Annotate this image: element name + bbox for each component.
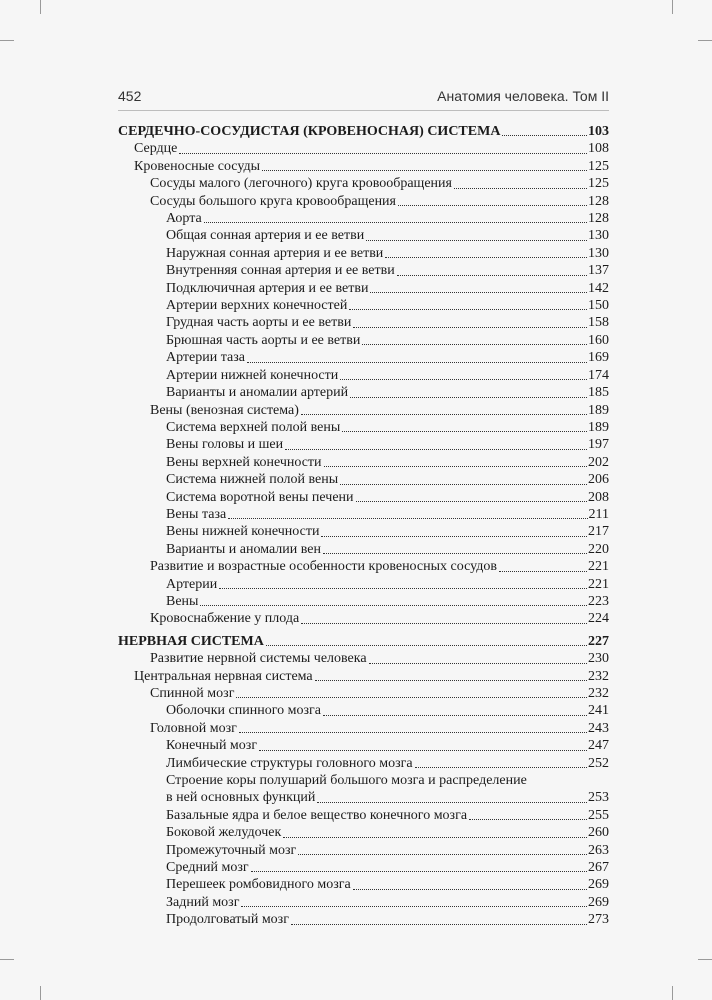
toc-entry bbox=[118, 349, 609, 366]
toc-entry bbox=[118, 576, 609, 593]
crop-mark bbox=[0, 959, 14, 960]
dot-leader bbox=[502, 135, 587, 136]
dot-leader bbox=[340, 379, 587, 380]
toc-entry bbox=[118, 175, 609, 192]
toc-entry bbox=[118, 894, 609, 911]
toc-entry bbox=[118, 911, 609, 928]
toc-entry-text: Система верхней полой вены bbox=[166, 419, 341, 435]
toc-entry bbox=[118, 859, 609, 876]
toc-page-number: 241 bbox=[588, 703, 609, 719]
toc-page-number: 150 bbox=[588, 298, 609, 314]
toc-entry-text: Перешеек ромбовидного мозга bbox=[166, 877, 351, 893]
dot-leader bbox=[301, 414, 587, 415]
dot-leader bbox=[298, 854, 587, 855]
toc-entry bbox=[118, 314, 609, 331]
dot-leader bbox=[353, 889, 587, 890]
crop-mark bbox=[672, 0, 673, 14]
toc-entry bbox=[118, 402, 609, 419]
toc-entry bbox=[118, 419, 609, 436]
dot-leader bbox=[239, 732, 587, 733]
toc-entry bbox=[118, 807, 609, 824]
header-rule bbox=[118, 110, 609, 111]
toc-page-number: 130 bbox=[588, 245, 609, 261]
toc-entry-text: Сосуды малого (легочного) круга кровообращения bbox=[150, 176, 452, 192]
toc-entry-text: Артерии нижней конечности bbox=[166, 367, 339, 383]
crop-mark bbox=[672, 986, 673, 1000]
toc-entry bbox=[118, 193, 609, 210]
toc-entry bbox=[118, 158, 609, 175]
toc-entry-text: Кровеносные сосуды bbox=[134, 158, 260, 174]
toc-page-number: 202 bbox=[588, 454, 609, 470]
toc-page-number: 197 bbox=[588, 437, 609, 453]
toc-entry bbox=[118, 523, 609, 540]
toc-entry bbox=[118, 720, 609, 737]
toc-entry-text: Артерии bbox=[166, 576, 218, 592]
toc-page-number: 217 bbox=[588, 524, 609, 540]
toc-entry-text: Артерии верхних конечностей bbox=[166, 298, 348, 314]
toc-entry-text: Вены bbox=[166, 593, 199, 609]
toc-page-number: 267 bbox=[588, 860, 609, 876]
toc-entry-text: Аорта bbox=[166, 211, 202, 227]
toc-page-number: 221 bbox=[588, 559, 609, 575]
toc-entry-text: НЕРВНАЯ СИСТЕМА bbox=[118, 633, 264, 649]
toc-entry bbox=[118, 227, 609, 244]
dot-leader bbox=[323, 553, 587, 554]
toc-page-number: 189 bbox=[588, 402, 609, 418]
toc-entry-text: Сердце bbox=[134, 141, 178, 157]
toc-page-number: 243 bbox=[588, 720, 609, 736]
dot-leader bbox=[324, 466, 587, 467]
dot-leader bbox=[301, 623, 587, 624]
toc-page-number: 169 bbox=[588, 350, 609, 366]
toc-entry bbox=[118, 123, 609, 140]
toc-entry-text: в ней основных функций bbox=[166, 790, 316, 806]
toc-entry bbox=[118, 140, 609, 157]
toc-page-number: 208 bbox=[588, 489, 609, 505]
toc-page-number: 253 bbox=[588, 790, 609, 806]
toc-page-number: 221 bbox=[588, 576, 609, 592]
toc-page-number: 227 bbox=[588, 633, 609, 649]
toc-page-number: 103 bbox=[588, 124, 609, 139]
toc-entry-text: Варианты и аномалии артерий bbox=[166, 385, 349, 401]
toc-page-number: 206 bbox=[588, 472, 609, 488]
toc-entry-text: Сосуды большого круга кровообращения bbox=[150, 193, 396, 209]
toc-entry-text: Средний мозг bbox=[166, 860, 249, 876]
toc-page-number: 108 bbox=[588, 141, 609, 157]
dot-leader bbox=[266, 645, 587, 646]
toc-page-number: 269 bbox=[588, 877, 609, 893]
dot-leader bbox=[369, 663, 587, 664]
toc-page-number: 189 bbox=[588, 419, 609, 435]
crop-mark bbox=[0, 40, 14, 41]
toc-page-number: 252 bbox=[588, 755, 609, 771]
toc-page-number: 128 bbox=[588, 193, 609, 209]
toc-entry bbox=[118, 558, 609, 575]
dot-leader bbox=[204, 222, 587, 223]
toc-entry-text: Система нижней полой вены bbox=[166, 472, 339, 488]
toc-entry-text: Вены головы и шеи bbox=[166, 437, 284, 453]
toc-entry bbox=[118, 245, 609, 262]
toc-entry-text: СЕРДЕЧНО-СОСУДИСТАЯ (КРОВЕНОСНАЯ) СИСТЕМА bbox=[118, 124, 501, 139]
running-title: Анатомия человека. Том II bbox=[437, 88, 609, 104]
toc-entry bbox=[118, 280, 609, 297]
toc-entry-text: Спинной мозг bbox=[150, 686, 235, 701]
toc-page-number: 230 bbox=[588, 651, 609, 667]
toc-entry-text: Грудная часть аорты и ее ветви bbox=[166, 315, 352, 331]
dot-leader bbox=[247, 362, 587, 363]
toc-entry-text: Вены верхней конечности bbox=[166, 454, 322, 470]
toc-entry-text: Внутренняя сонная артерия и ее ветви bbox=[166, 263, 395, 279]
dot-leader bbox=[262, 170, 587, 171]
toc-entry-text: Общая сонная артерия и ее ветви bbox=[166, 228, 365, 244]
dot-leader bbox=[385, 257, 587, 258]
toc-entry bbox=[118, 297, 609, 314]
dot-leader bbox=[469, 819, 587, 820]
toc-page-number: 137 bbox=[588, 263, 609, 279]
dot-leader bbox=[317, 802, 587, 803]
toc-entry bbox=[118, 454, 609, 471]
toc-entry bbox=[118, 436, 609, 453]
dot-leader bbox=[323, 715, 587, 716]
toc-entry-text: Кровоснабжение у плода bbox=[150, 611, 300, 627]
crop-mark bbox=[698, 959, 712, 960]
toc-page-number: 158 bbox=[588, 315, 609, 331]
dot-leader bbox=[285, 449, 587, 450]
toc-entry-text: Система воротной вены печени bbox=[166, 489, 354, 505]
toc-page-number: 185 bbox=[588, 385, 609, 401]
crop-mark bbox=[40, 986, 41, 1000]
toc-entry-text: Центральная нервная система bbox=[134, 668, 313, 684]
dot-leader bbox=[179, 153, 587, 154]
dot-leader bbox=[366, 240, 587, 241]
toc-entry bbox=[118, 489, 609, 506]
toc-entry bbox=[118, 610, 609, 627]
toc-entry-text: Подключичная артерия и ее ветви bbox=[166, 280, 369, 296]
toc-page-number: 273 bbox=[588, 912, 609, 928]
toc-entry bbox=[118, 210, 609, 227]
toc-entry-text: Задний мозг bbox=[166, 894, 240, 910]
dot-leader bbox=[236, 697, 587, 698]
toc-entry-text: Варианты и аномалии вен bbox=[166, 541, 322, 557]
toc-page-number: 174 bbox=[588, 367, 609, 383]
dot-leader bbox=[397, 275, 587, 276]
toc-entry bbox=[118, 685, 609, 702]
toc-entry bbox=[118, 668, 609, 685]
toc-entry-text: Базальные ядра и белое вещество конечного мозга bbox=[166, 807, 468, 823]
toc-page-number: 247 bbox=[588, 738, 609, 754]
toc-entry-text: Артерии таза bbox=[166, 350, 245, 366]
toc-page-number: 125 bbox=[588, 176, 609, 192]
toc-page-number: 260 bbox=[588, 825, 609, 841]
toc-page-number: 263 bbox=[588, 842, 609, 858]
toc-entry bbox=[118, 824, 609, 841]
page-number: 452 bbox=[118, 88, 142, 104]
toc-page-number: 125 bbox=[588, 158, 609, 174]
dot-leader bbox=[228, 518, 587, 519]
dot-leader bbox=[251, 871, 587, 872]
toc-page-number: 269 bbox=[588, 894, 609, 910]
crop-mark bbox=[698, 40, 712, 41]
toc-entry-text: Брюшная часть аорты и ее ветви bbox=[166, 332, 361, 348]
page-header bbox=[118, 88, 609, 104]
toc-entry-text: Вены (венозная система) bbox=[150, 402, 299, 418]
dot-leader bbox=[370, 292, 587, 293]
toc-entry bbox=[118, 367, 609, 384]
toc-entry bbox=[118, 633, 609, 650]
toc-entry bbox=[118, 702, 609, 719]
dot-leader bbox=[454, 188, 587, 189]
dot-leader bbox=[219, 588, 587, 589]
toc-entry-text: Боковой желудочек bbox=[166, 825, 282, 841]
dot-leader bbox=[356, 501, 587, 502]
toc-entry-text: Развитие и возрастные особенности кровеносных сосудов bbox=[150, 559, 497, 575]
toc-entry-text: Вены нижней конечности bbox=[166, 524, 320, 540]
toc-page-number: 142 bbox=[588, 280, 609, 296]
toc-entry-text: Лимбические структуры головного мозга bbox=[166, 755, 413, 771]
toc-entry-text: Конечный мозг bbox=[166, 738, 258, 754]
toc-entry-text: Наружная сонная артерия и ее ветви bbox=[166, 245, 384, 261]
toc-entry bbox=[118, 755, 609, 772]
dot-leader bbox=[283, 837, 587, 838]
toc-page-number: 128 bbox=[588, 211, 609, 227]
dot-leader bbox=[499, 571, 587, 572]
toc-entry-text: Развитие нервной системы человека bbox=[150, 651, 367, 667]
toc-page-number: 232 bbox=[588, 686, 609, 701]
toc-entry bbox=[118, 876, 609, 893]
dot-leader bbox=[350, 397, 587, 398]
toc-entry-text: Головной мозг bbox=[150, 720, 237, 736]
toc-page-number: 160 bbox=[588, 332, 609, 348]
toc-page-number: 223 bbox=[588, 593, 609, 609]
dot-leader bbox=[415, 767, 587, 768]
toc-entry bbox=[118, 471, 609, 488]
dot-leader bbox=[200, 605, 587, 606]
toc-entry bbox=[118, 593, 609, 610]
toc-entry bbox=[118, 789, 609, 806]
toc-page-number: 224 bbox=[588, 611, 609, 627]
dot-leader bbox=[291, 924, 587, 925]
dot-leader bbox=[259, 750, 587, 751]
dot-leader bbox=[362, 344, 587, 345]
toc-entry bbox=[118, 541, 609, 558]
toc-entry bbox=[118, 842, 609, 859]
toc-page-number: 130 bbox=[588, 228, 609, 244]
dot-leader bbox=[241, 906, 587, 907]
toc-entry-text: Строение коры полушарий большого мозга и распределение bbox=[166, 773, 527, 789]
toc-page-number: 232 bbox=[588, 668, 609, 684]
toc-entry bbox=[118, 737, 609, 754]
toc-entry bbox=[118, 506, 609, 523]
toc-page-number: 220 bbox=[588, 541, 609, 557]
table-of-contents bbox=[118, 123, 609, 929]
toc-entry-text: Оболочки спинного мозга bbox=[166, 703, 321, 719]
toc-page-number: 255 bbox=[588, 807, 609, 823]
dot-leader bbox=[340, 484, 587, 485]
dot-leader bbox=[342, 431, 587, 432]
toc-entry-text: Вены таза bbox=[166, 506, 227, 522]
toc-page-number: 211 bbox=[588, 506, 609, 522]
dot-leader bbox=[353, 327, 587, 328]
crop-mark bbox=[40, 0, 41, 14]
dot-leader bbox=[315, 680, 587, 681]
toc-entry bbox=[118, 384, 609, 401]
dot-leader bbox=[349, 309, 587, 310]
dot-leader bbox=[321, 536, 587, 537]
toc-entry bbox=[118, 262, 609, 279]
toc-entry bbox=[118, 332, 609, 349]
toc-entry-text: Продолговатый мозг bbox=[166, 912, 289, 928]
toc-entry-text: Промежуточный мозг bbox=[166, 842, 297, 858]
toc-entry bbox=[118, 650, 609, 667]
dot-leader bbox=[398, 205, 587, 206]
